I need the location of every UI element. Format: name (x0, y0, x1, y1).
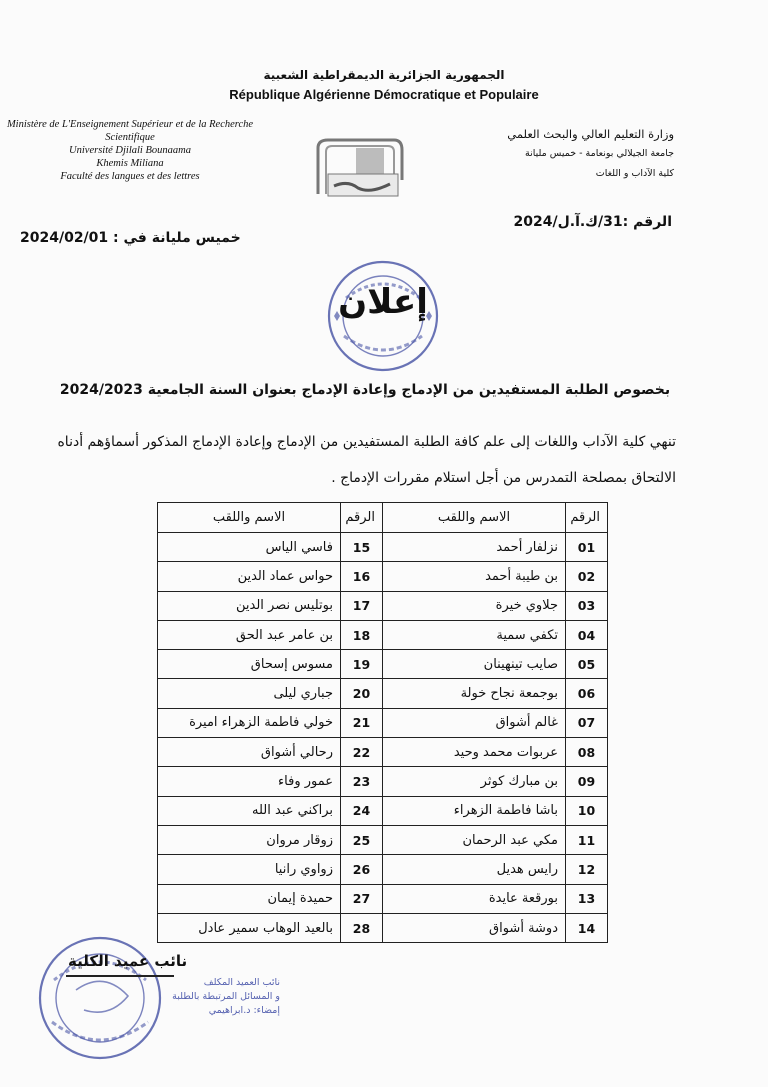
row-number: 10 (566, 796, 608, 825)
handwritten-signature-stamp (150, 976, 280, 1036)
announcement-body (57, 424, 676, 496)
table-row (158, 884, 608, 913)
student-name: بن طيبة أحمد (383, 562, 566, 591)
students-table (157, 502, 608, 943)
student-name: حواس عماد الدين (158, 562, 341, 591)
ministry-french-line2: Scientifique (105, 132, 155, 143)
signature-line-3: إمضاء: د.ابراهيمي (208, 1005, 280, 1016)
student-name: خولي فاطمة الزهراء اميرة (158, 708, 341, 737)
student-name: باشا فاطمة الزهراء (383, 796, 566, 825)
body-line-2: الالتحاق بمصلحة التمدرس من أجل استلام مقررات الإدماج . (331, 470, 676, 486)
ministry-french-line1: Ministère de L'Enseignement Supérieur et de la Recherche (6, 119, 254, 130)
row-number: 16 (341, 562, 383, 591)
student-name: رحالي أشواق (158, 738, 341, 767)
faculty-arabic: كلية الآداب و اللغات (595, 168, 674, 179)
table-row (158, 562, 608, 591)
header-number: الرقم (341, 503, 383, 533)
faculty-french: Faculté des langues et des lettres (60, 171, 200, 182)
row-number: 14 (566, 913, 608, 942)
row-number: 13 (566, 884, 608, 913)
header-name: الاسم واللقب (383, 503, 566, 533)
student-name: جباري ليلى (158, 679, 341, 708)
row-number: 17 (341, 591, 383, 620)
student-name: براكني عبد الله (158, 796, 341, 825)
student-name: عربوات محمد وحيد (383, 738, 566, 767)
table-row (158, 679, 608, 708)
row-number: 08 (566, 738, 608, 767)
student-name: نزلفار أحمد (383, 533, 566, 562)
table-row (158, 650, 608, 679)
reference-number: الرقم :31/ك.آ.ل/2024 (513, 214, 672, 230)
republic-name-french: République Algérienne Démocratique et Populaire (229, 87, 539, 102)
student-name: غالم أشواق (383, 708, 566, 737)
table-row (158, 913, 608, 942)
row-number: 04 (566, 620, 608, 649)
row-number: 07 (566, 708, 608, 737)
city-french: Khemis Miliana (96, 158, 164, 169)
row-number: 18 (341, 620, 383, 649)
announcement-subject: بخصوص الطلبة المستفيدين من الإدماج وإعادة الإدماج بعنوان السنة الجامعية 2024/2023 (59, 382, 671, 398)
row-number: 09 (566, 767, 608, 796)
student-name: عمور وفاء (158, 767, 341, 796)
table-row (158, 708, 608, 737)
row-number: 01 (566, 533, 608, 562)
table-row (158, 738, 608, 767)
student-name: زواوي رانيا (158, 855, 341, 884)
table-row (158, 855, 608, 884)
student-name: فاسي الياس (158, 533, 341, 562)
student-name: تكفي سمية (383, 620, 566, 649)
row-number: 21 (341, 708, 383, 737)
body-line-1: تنهي كلية الآداب واللغات إلى علم كافة الطلبة المستفيدين من الإدماج وإعادة الإدماج المذكور أسماؤهم أدناه (57, 434, 676, 450)
institution-block-french (4, 118, 256, 183)
table-row (158, 620, 608, 649)
row-number: 25 (341, 825, 383, 854)
row-number: 05 (566, 650, 608, 679)
student-name: مكي عبد الرحمان (383, 825, 566, 854)
table-row (158, 767, 608, 796)
student-name: صايب تينهينان (383, 650, 566, 679)
header-number: الرقم (566, 503, 608, 533)
table-header-row (158, 503, 608, 533)
header-name: الاسم واللقب (158, 503, 341, 533)
republic-name-arabic: الجمهورية الجزائرية الديمقراطية الشعبية (263, 68, 505, 82)
document-date: خميس مليانة في : 2024/02/01 (20, 230, 241, 246)
row-number: 28 (341, 913, 383, 942)
student-name: بن مبارك كوثر (383, 767, 566, 796)
row-number: 22 (341, 738, 383, 767)
row-number: 27 (341, 884, 383, 913)
row-number: 15 (341, 533, 383, 562)
table-row (158, 796, 608, 825)
row-number: 23 (341, 767, 383, 796)
row-number: 11 (566, 825, 608, 854)
signatory-title: نائب عميد الكلية (68, 952, 188, 970)
university-logo (298, 130, 410, 202)
signature-line-2: و المسائل المرتبطة بالطلبة (172, 991, 280, 1002)
ministry-arabic: وزارة التعليم العالي والبحث العلمي (507, 127, 674, 141)
row-number: 02 (566, 562, 608, 591)
student-name: بورقعة عايدة (383, 884, 566, 913)
student-name: زوقار مروان (158, 825, 341, 854)
student-name: بوتليس نصر الدين (158, 591, 341, 620)
institution-block-arabic (474, 124, 674, 184)
student-name: بالعيد الوهاب سمير عادل (158, 913, 341, 942)
row-number: 19 (341, 650, 383, 679)
announcement-title: إعلان (338, 282, 428, 322)
student-name: دوشة أشواق (383, 913, 566, 942)
university-arabic: جامعة الجيلالي بونعامة - خميس مليانة (524, 148, 674, 159)
student-name: بن عامر عبد الحق (158, 620, 341, 649)
table-row (158, 591, 608, 620)
row-number: 03 (566, 591, 608, 620)
student-name: بوجمعة نجاح خولة (383, 679, 566, 708)
row-number: 06 (566, 679, 608, 708)
row-number: 20 (341, 679, 383, 708)
university-french: Université Djilali Bounaama (69, 145, 191, 156)
table-row (158, 533, 608, 562)
row-number: 12 (566, 855, 608, 884)
table-row (158, 825, 608, 854)
student-name: جلاوي خيرة (383, 591, 566, 620)
student-name: مسوس إسحاق (158, 650, 341, 679)
student-name: حميدة إيمان (158, 884, 341, 913)
row-number: 26 (341, 855, 383, 884)
signature-line-1: نائب العميد المكلف (203, 977, 280, 988)
student-name: رايس هديل (383, 855, 566, 884)
row-number: 24 (341, 796, 383, 825)
